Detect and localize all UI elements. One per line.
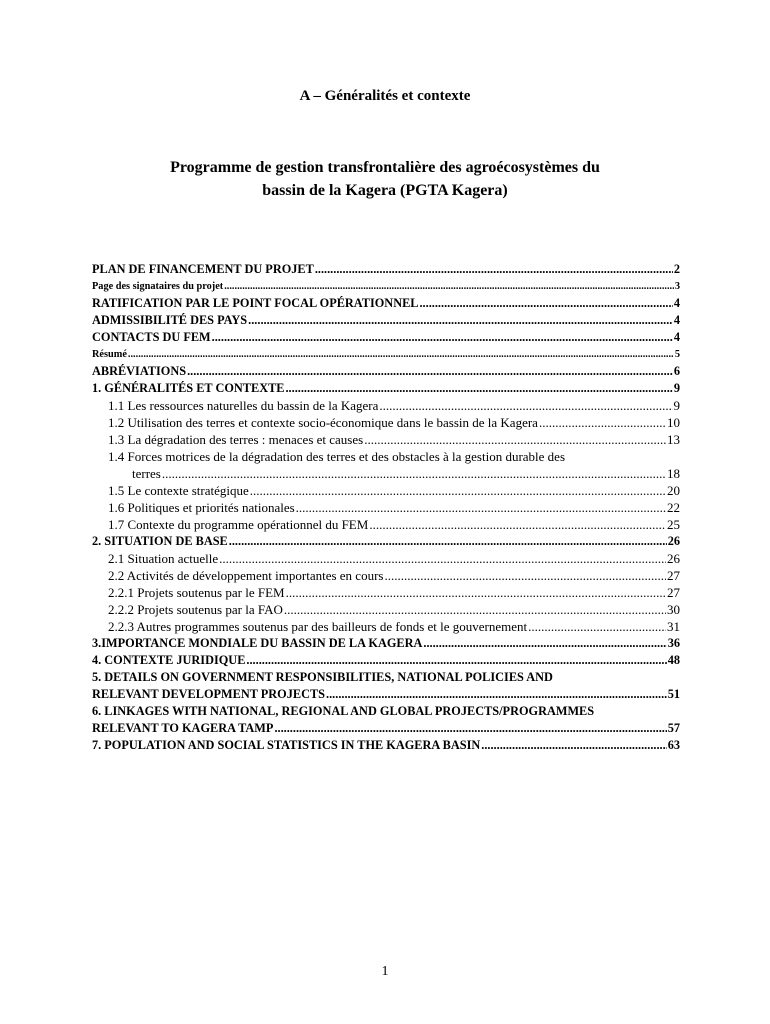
toc-entry-title-continued: RELEVANT TO KAGERA TAMP — [92, 721, 274, 735]
toc-entry-title: PLAN DE FINANCEMENT DU PROJET — [92, 262, 314, 276]
toc-entry[interactable] — [92, 295, 680, 312]
toc-entry-page: 30 — [667, 602, 680, 617]
toc-entry-page: 9 — [673, 381, 680, 395]
toc-entry-page: 26 — [667, 551, 680, 566]
toc-entry-page: 2 — [673, 262, 680, 276]
toc-entry[interactable] — [92, 431, 680, 448]
toc-entry-title: 2. SITUATION DE BASE — [92, 534, 228, 548]
toc-entry-title: 1.7 Contexte du programme opérationnel du FEM — [108, 517, 369, 532]
toc-entry[interactable] — [92, 635, 680, 652]
toc-entry-page: 63 — [667, 738, 680, 752]
toc-entry-title: Page des signataires du projet — [92, 281, 224, 292]
toc-entry[interactable] — [92, 737, 680, 754]
toc-entry-page: 4 — [673, 313, 680, 327]
page-number: 1 — [381, 964, 389, 979]
toc-entry-title: 1.1 Les ressources naturelles du bassin de la Kagera — [108, 398, 379, 413]
toc-entry-title: CONTACTS DU FEM — [92, 330, 211, 344]
toc-entry-page: 6 — [673, 364, 680, 378]
toc-entry-page: 3 — [674, 281, 680, 292]
toc-entry[interactable] — [92, 516, 680, 533]
toc-entry-page: 5 — [674, 349, 680, 360]
toc-entry-page: 4 — [673, 296, 680, 310]
section-heading: A – Généralités et contexte — [299, 88, 471, 104]
toc-entry[interactable] — [92, 448, 680, 482]
toc-entry-page: 27 — [667, 568, 680, 583]
toc-entry[interactable] — [92, 380, 680, 397]
toc-entry-title: 2.1 Situation actuelle — [108, 551, 219, 566]
toc-entry[interactable] — [92, 567, 680, 584]
toc-entry-title: 7. POPULATION AND SOCIAL STATISTICS IN THE KAGERA BASIN — [92, 738, 481, 752]
toc-entry-title: 2.2.1 Projets soutenus par le FEM — [108, 585, 285, 600]
toc-entry-title: 2.2 Activités de développement importantes en cours — [108, 568, 384, 583]
toc-entry-title-continued: RELEVANT DEVELOPMENT PROJECTS — [92, 687, 326, 701]
toc-entry[interactable] — [92, 584, 680, 601]
toc-entry-page: 18 — [667, 466, 680, 481]
toc-entry[interactable] — [92, 346, 680, 363]
toc-entry[interactable] — [92, 278, 680, 295]
toc-entry[interactable] — [92, 550, 680, 567]
toc-entry[interactable] — [92, 397, 680, 414]
toc-entry-title: 6. LINKAGES WITH NATIONAL, REGIONAL AND GLOBAL PROJECTS/PROGRAMMES — [92, 704, 595, 718]
toc-entry-title-continued: terres — [132, 466, 161, 481]
table-of-contents — [92, 261, 680, 754]
toc-entry-page: 4 — [673, 330, 680, 344]
toc-entry-title: 2.2.2 Projets soutenus par la FAO — [108, 602, 283, 617]
toc-entry-page: 31 — [667, 619, 680, 634]
toc-entry-page: 20 — [667, 483, 680, 498]
toc-entry[interactable] — [92, 533, 680, 550]
toc-entry[interactable] — [92, 261, 680, 278]
toc-entry-title: 2.2.3 Autres programmes soutenus par des bailleurs de fonds et le gouvernement — [108, 619, 528, 634]
toc-entry[interactable] — [92, 618, 680, 635]
toc-entry[interactable] — [92, 652, 680, 669]
toc-entry[interactable] — [92, 669, 680, 703]
toc-entry-page: 22 — [667, 500, 680, 515]
toc-entry-title: 5. DETAILS ON GOVERNMENT RESPONSIBILITIES, NATIONAL POLICIES AND — [92, 670, 553, 684]
document-title-line-2: bassin de la Kagera (PGTA Kagera) — [262, 182, 508, 199]
toc-entry-title: RATIFICATION PAR LE POINT FOCAL OPÉRATIONNEL — [92, 296, 419, 310]
toc-entry-page: 27 — [667, 585, 680, 600]
toc-entry-title: 3.IMPORTANCE MONDIALE DU BASSIN DE LA KAGERA — [92, 636, 423, 650]
toc-entry-page: 57 — [667, 721, 680, 735]
toc-entry[interactable] — [92, 329, 680, 346]
toc-entry-page: 13 — [667, 432, 680, 447]
toc-entry[interactable] — [92, 499, 680, 516]
toc-entry[interactable] — [92, 312, 680, 329]
toc-entry-title: ABRÉVIATIONS — [92, 364, 187, 378]
toc-entry[interactable] — [92, 703, 680, 737]
toc-entry[interactable] — [92, 414, 680, 431]
toc-entry[interactable] — [92, 363, 680, 380]
document-title-line-1: Programme de gestion transfrontalière des agroécosystèmes du — [170, 159, 600, 176]
toc-entry-title: 4. CONTEXTE JURIDIQUE — [92, 653, 246, 667]
toc-entry[interactable] — [92, 601, 680, 618]
toc-entry-page: 48 — [667, 653, 680, 667]
toc-entry-page: 36 — [667, 636, 680, 650]
toc-entry-page: 10 — [667, 415, 680, 430]
document-title — [120, 156, 650, 202]
toc-entry-title: 1.6 Politiques et priorités nationales — [108, 500, 295, 515]
toc-entry-title: 1.5 Le contexte stratégique — [108, 483, 249, 498]
toc-entry-title: 1.4 Forces motrices de la dégradation des terres et des obstacles à la gestion durable des — [108, 449, 566, 464]
toc-entry-title: 1.2 Utilisation des terres et contexte socio-économique dans le bassin de la Kagera — [108, 415, 538, 430]
toc-entry[interactable] — [92, 482, 680, 499]
toc-entry-page: 26 — [667, 534, 680, 548]
toc-entry-page: 51 — [667, 687, 680, 701]
toc-entry-title: ADMISSIBILITÉ DES PAYS — [92, 313, 248, 327]
toc-entry-title: 1.3 La dégradation des terres : menaces et causes — [108, 432, 364, 447]
toc-entry-page: 25 — [667, 517, 680, 532]
toc-entry-title: Résumé — [92, 349, 127, 360]
toc-entry-page: 9 — [673, 398, 680, 413]
toc-entry-title: 1. GÉNÉRALITÉS ET CONTEXTE — [92, 381, 285, 395]
